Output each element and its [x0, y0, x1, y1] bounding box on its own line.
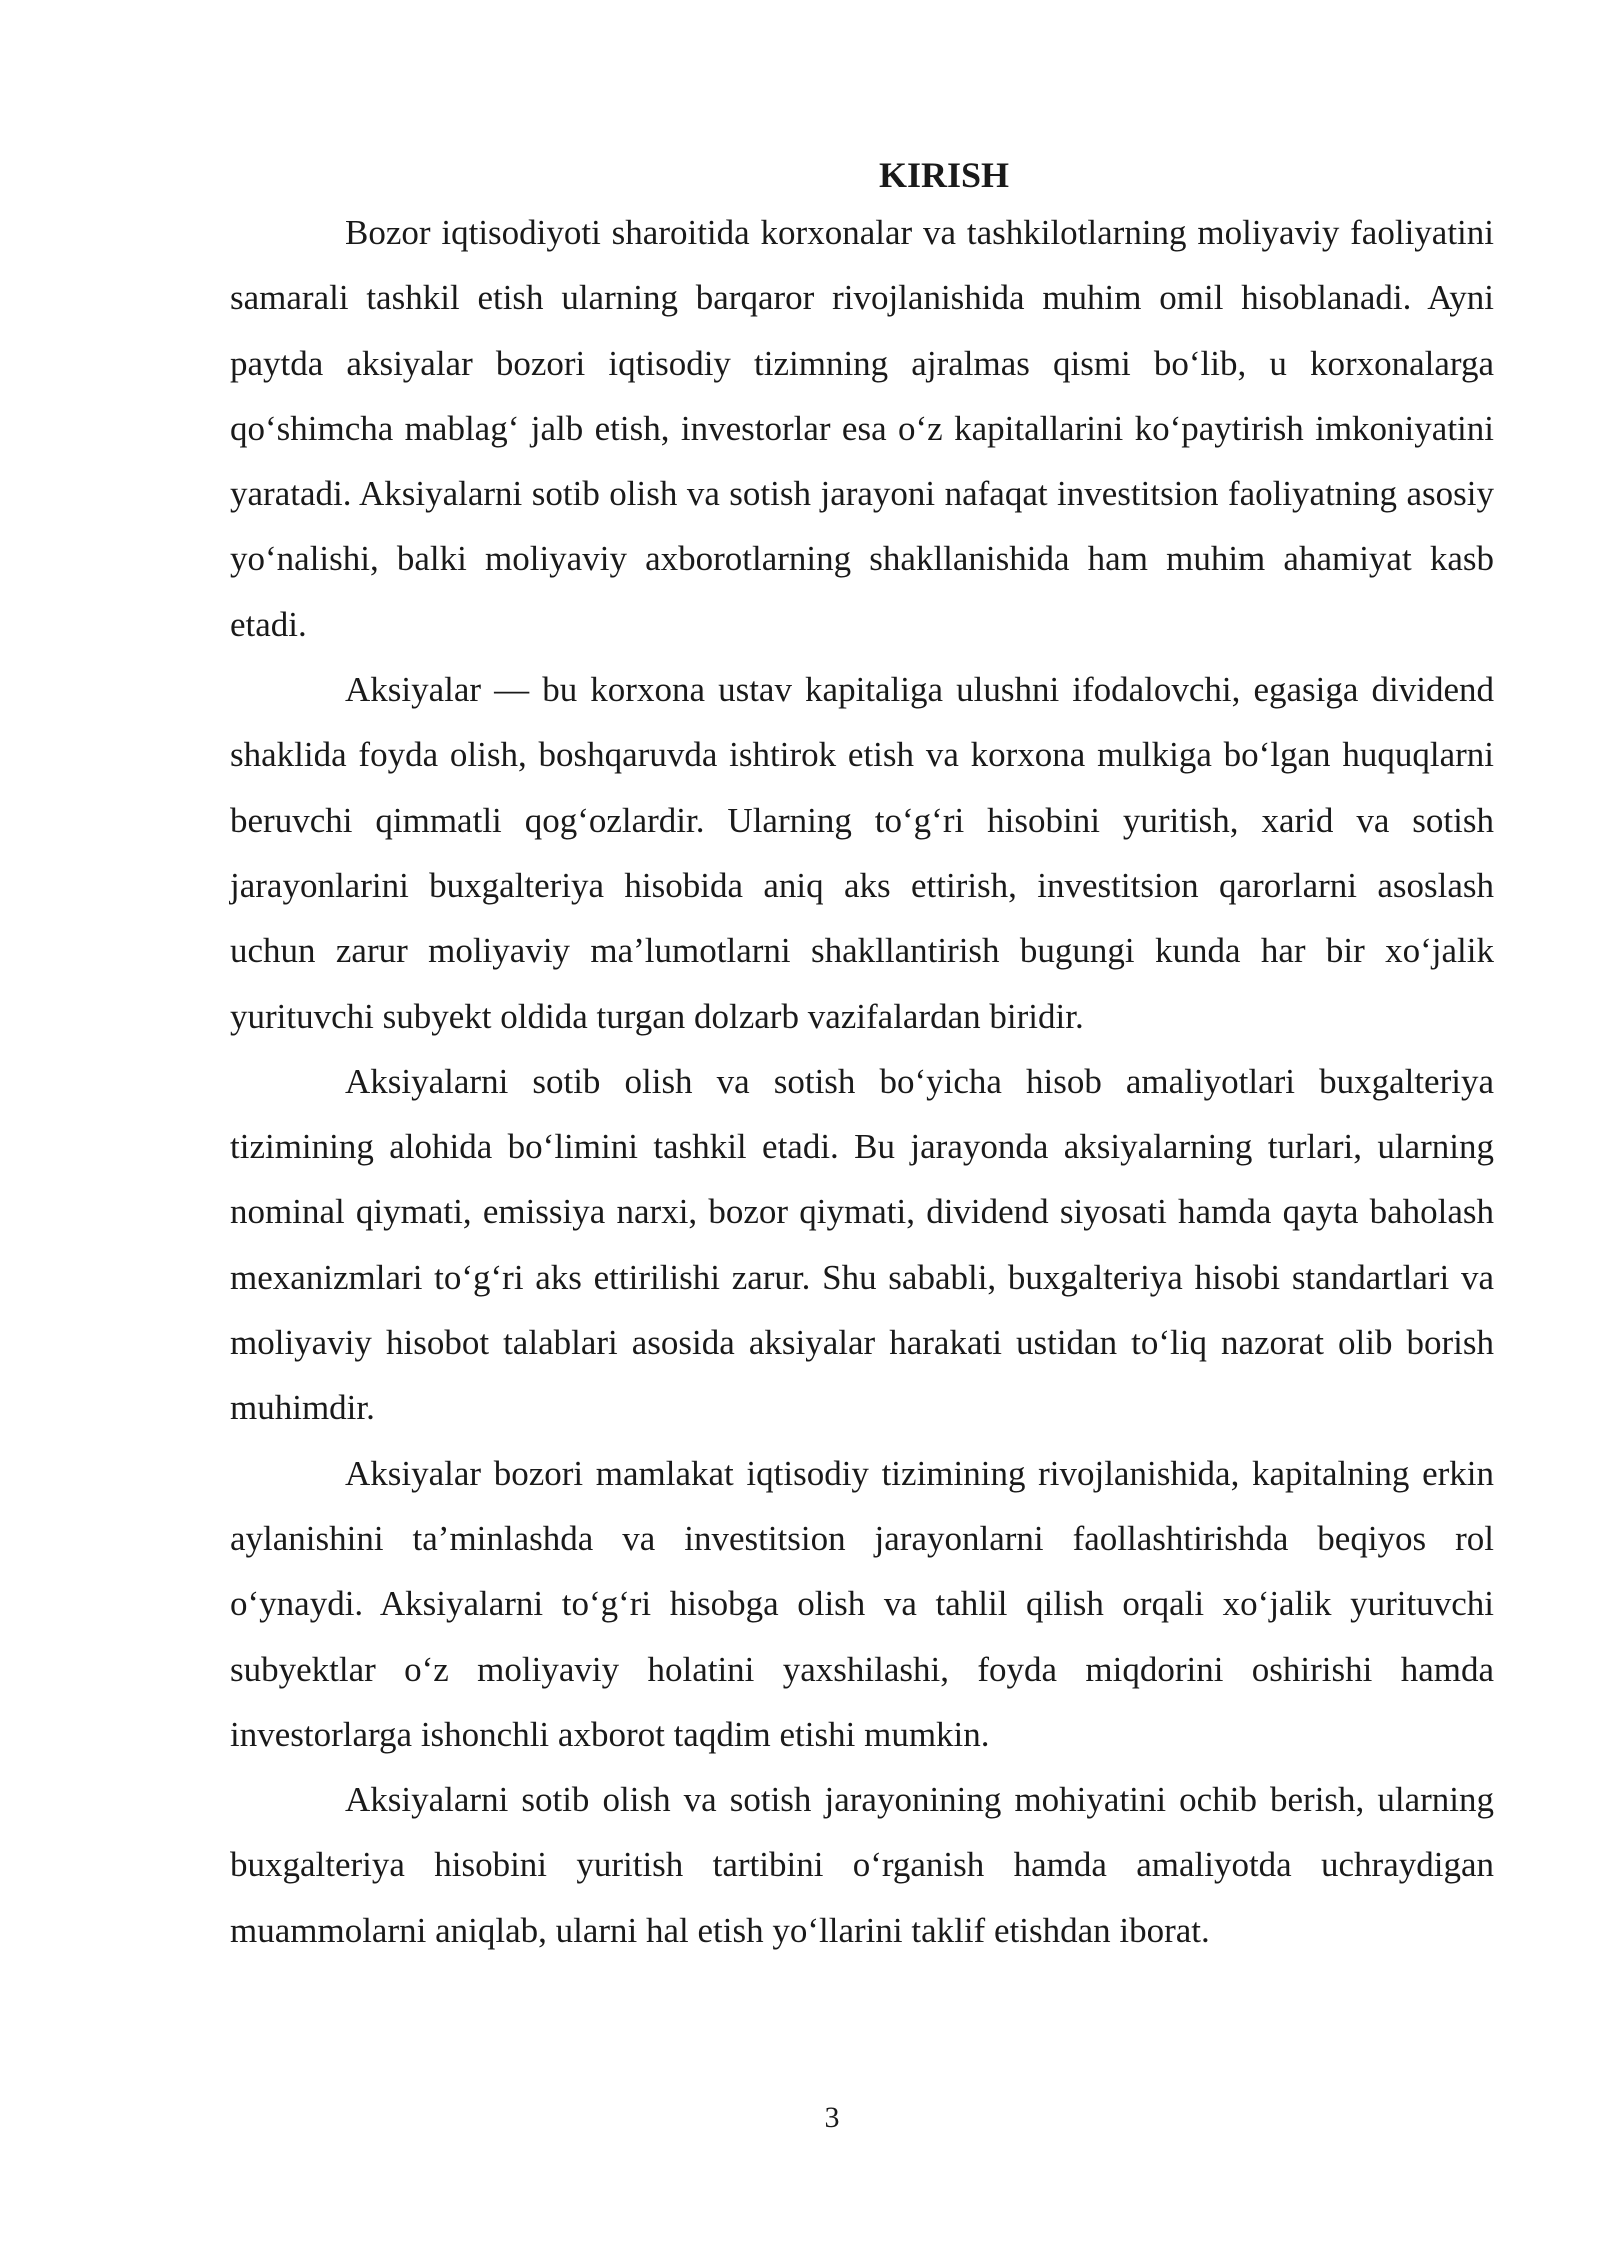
section-title: KIRISH [878, 155, 1010, 195]
page-content [230, 150, 1494, 1963]
paragraph-2: Aksiyalar — bu korxona ustav kapitaliga ulushni ifodalovchi, egasiga dividend shaklida foyda olish, boshqaruvda ishtirok etish va korxona mulkiga bo‘lgan huquqlarni beruvchi qimmatli qog‘ozlardir. Ularning to‘g‘ri hisobini yuritish, xarid va sotish jarayonlarini buxgalteriya hisobida aniq aks ettirish, investitsion qarorlarni asoslash uchun zarur moliyaviy ma’lumotlarni shakllantirish bugungi kunda har bir xo‘jalik yurituvchi subyekt oldida turgan dolzarb vazifalardan biridir. [230, 670, 1494, 1036]
page-number: 3 [824, 2101, 840, 2134]
paragraph-3: Aksiyalarni sotib olish va sotish bo‘yicha hisob amaliyotlari buxgalteriya tizimining alohida bo‘limini tashkil etadi. Bu jarayonda aksiyalarning turlari, ularning nominal qiymati, emissiya narxi, bozor qiymati, dividend siyosati hamda qayta baholash mexanizmlari to‘g‘ri aks ettirilishi zarur. Shu sababli, buxgalteriya hisobi standartlari va moliyaviy hisobot talablari asosida aksiyalar harakati ustidan to‘liq nazorat olib borish muhimdir. [230, 1061, 1494, 1428]
paragraph-1: Bozor iqtisodiyoti sharoitida korxonalar va tashkilotlarning moliyaviy faoliyatini samarali tashkil etish ularning barqaror rivojlanishida muhim omil hisoblanadi. Ayni paytda aksiyalar bozori iqtisodiy tizimning ajralmas qismi bo‘lib, u korxonalarga qo‘shimcha mablag‘ jalb etish, investorlar esa o‘z kapitallarini ko‘paytirish imkoniyatini yaratadi. Aksiyalarni sotib olish va sotish jarayoni nafaqat investitsion faoliyatning asosiy yo‘nalishi, balki moliyaviy axborotlarning shakllanishida ham muhim ahamiyat kasb etadi. [230, 213, 1494, 644]
paragraph-4: Aksiyalar bozori mamlakat iqtisodiy tizimining rivojlanishida, kapitalning erkin aylanishini ta’minlashda va investitsion jarayonlarni faollashtirishda beqiyos rol o‘ynaydi. Aksiyalarni to‘g‘ri hisobga olish va tahlil qilish orqali xo‘jalik yurituvchi subyektlar o‘z moliyaviy holatini yaxshilashi, foyda miqdorini oshirishi hamda investorlarga ishonchli axborot taqdim etishi mumkin. [230, 1453, 1494, 1754]
paragraph-5: Aksiyalarni sotib olish va sotish jarayonining mohiyatini ochib berish, ularning buxgalteriya hisobini yuritish tartibini o‘rganish hamda amaliyotda uchraydigan muammolarni aniqlab, ularni hal etish yo‘llarini taklif etishdan iborat. [230, 1780, 1494, 1950]
